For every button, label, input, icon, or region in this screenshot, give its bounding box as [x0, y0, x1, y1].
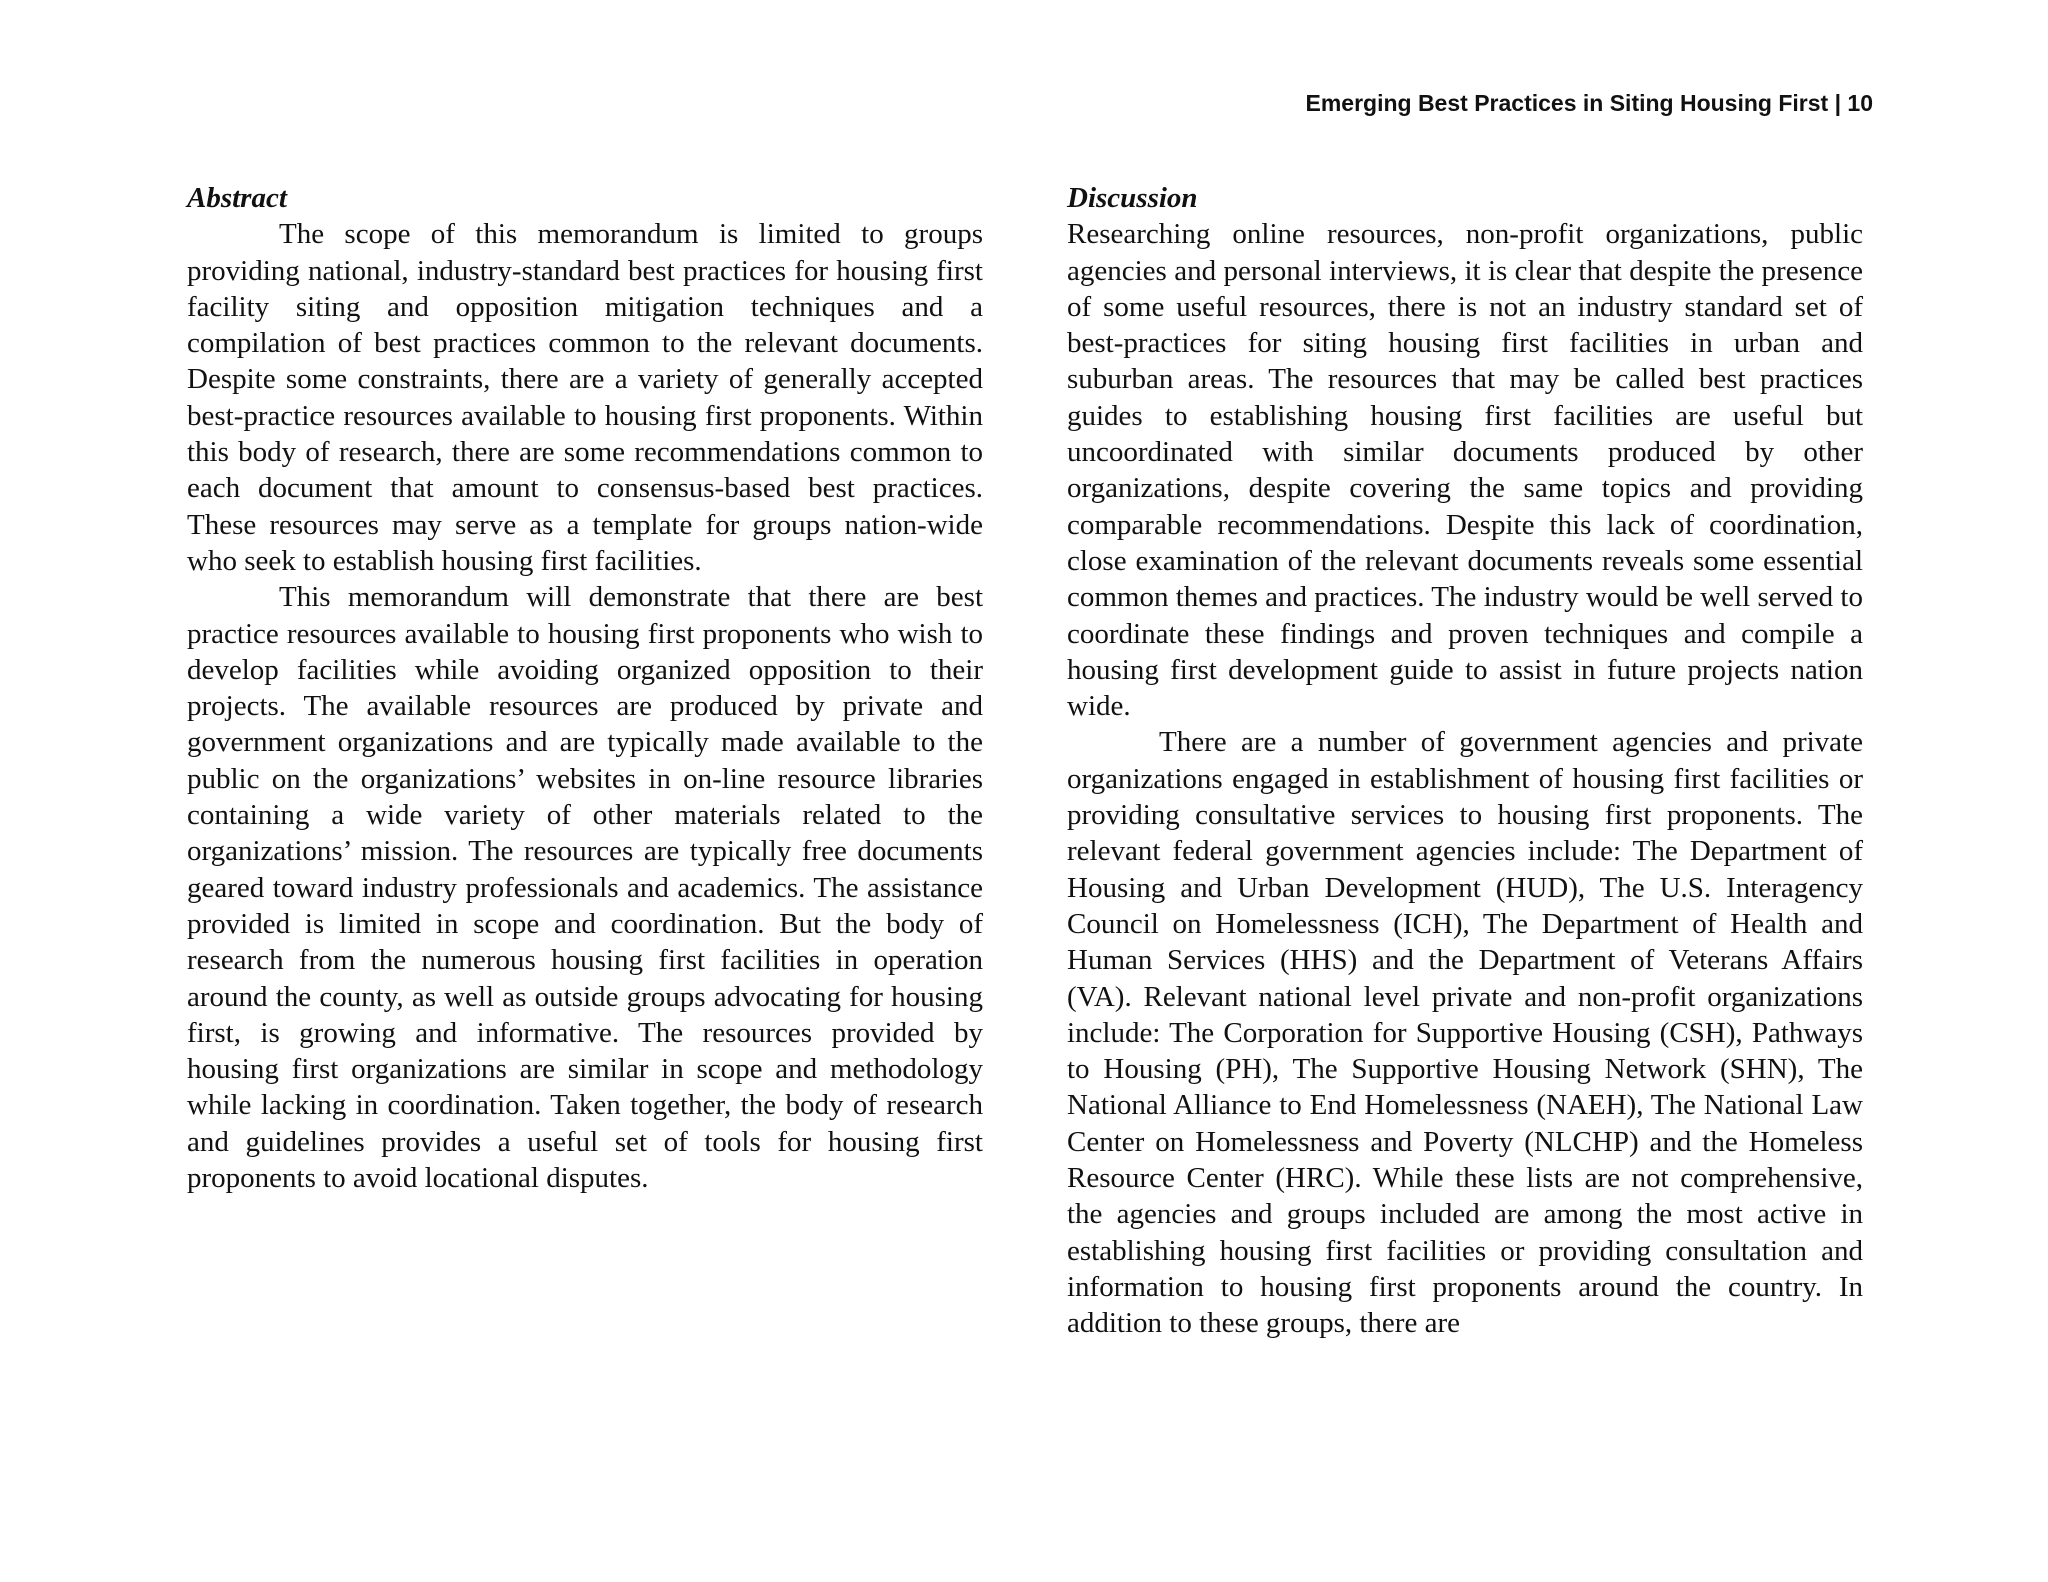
running-header: Emerging Best Practices in Siting Housing First | 10 — [1305, 90, 1873, 116]
discussion-heading: Discussion — [1067, 182, 1198, 214]
abstract-heading: Abstract — [187, 182, 287, 214]
abstract-paragraph-1: The scope of this memorandum is limited to groups providing national, industry-standard best practices for housing first facility siting and opposition mitigation techniques and a compilation of best practices common to the relevant documents. Despite some constraints, there are a variety of generally accepted best-practice resources available to housing first proponents. Within this body of research, there are some recommendations common to each document that amount to consensus-based best practices. These resources may serve as a template for groups nation-wide who seek to establish housing first facilities. — [187, 218, 983, 577]
discussion-paragraph-1: Researching online resources, non-profit organizations, public agencies and personal interviews, it is clear that despite the presence of some useful resources, there is not an industry standard set of best-practices for siting housing first facilities in urban and suburban areas. The resources that may be called best practices guides to establishing housing first facilities are useful but uncoordinated with similar documents produced by other organizations, despite covering the same topics and providing comparable recommendations. Despite this lack of coordination, close examination of the relevant documents reveals some essential common themes and practices. The industry would be well served to coordinate these findings and proven techniques and compile a housing first development guide to assist in future projects nation wide. — [1067, 218, 1863, 723]
discussion-paragraph-2: There are a number of government agencies and private organizations engaged in establishment of housing first facilities or providing consultative services to housing first proponents. The relevant federal government agencies include: The Department of Housing and Urban Development (HUD), The U.S. Interagency Council on Homelessness (ICH), The Department of Health and Human Services (HHS) and the Department of Veterans Affairs (VA). Relevant national level private and non-profit organizations include: The Corporation for Supportive Housing (CSH), Pathways to Housing (PH), The Supportive Housing Network (SHN), The National Alliance to End Homelessness (NAEH), The National Law Center on Homelessness and Poverty (NLCHP) and the Homeless Resource Center (HRC). While these lists are not comprehensive, the agencies and groups included are among the most active in establishing housing first facilities or providing consultation and information to housing first proponents around the country. In addition to these groups, there are — [1067, 726, 1863, 1340]
left-column — [187, 180, 983, 1196]
abstract-paragraph-2: This memorandum will demonstrate that there are best practice resources available to housing first proponents who wish to develop facilities while avoiding organized opposition to their projects. The available resources are produced by private and government organizations and are typically made available to the public on the organizations’ websites in on-line resource libraries containing a wide variety of other materials related to the organizations’ mission. The resources are typically free documents geared toward industry professionals and academics. The assistance provided is limited in scope and coordination. But the body of research from the numerous housing first facilities in operation around the county, as well as outside groups advocating for housing first, is growing and informative. The resources provided by housing first organizations are similar in scope and methodology while lacking in coordination. Taken together, the body of research and guidelines provides a useful set of tools for housing first proponents to avoid locational disputes. — [187, 581, 983, 1195]
right-column — [1067, 180, 1863, 1342]
